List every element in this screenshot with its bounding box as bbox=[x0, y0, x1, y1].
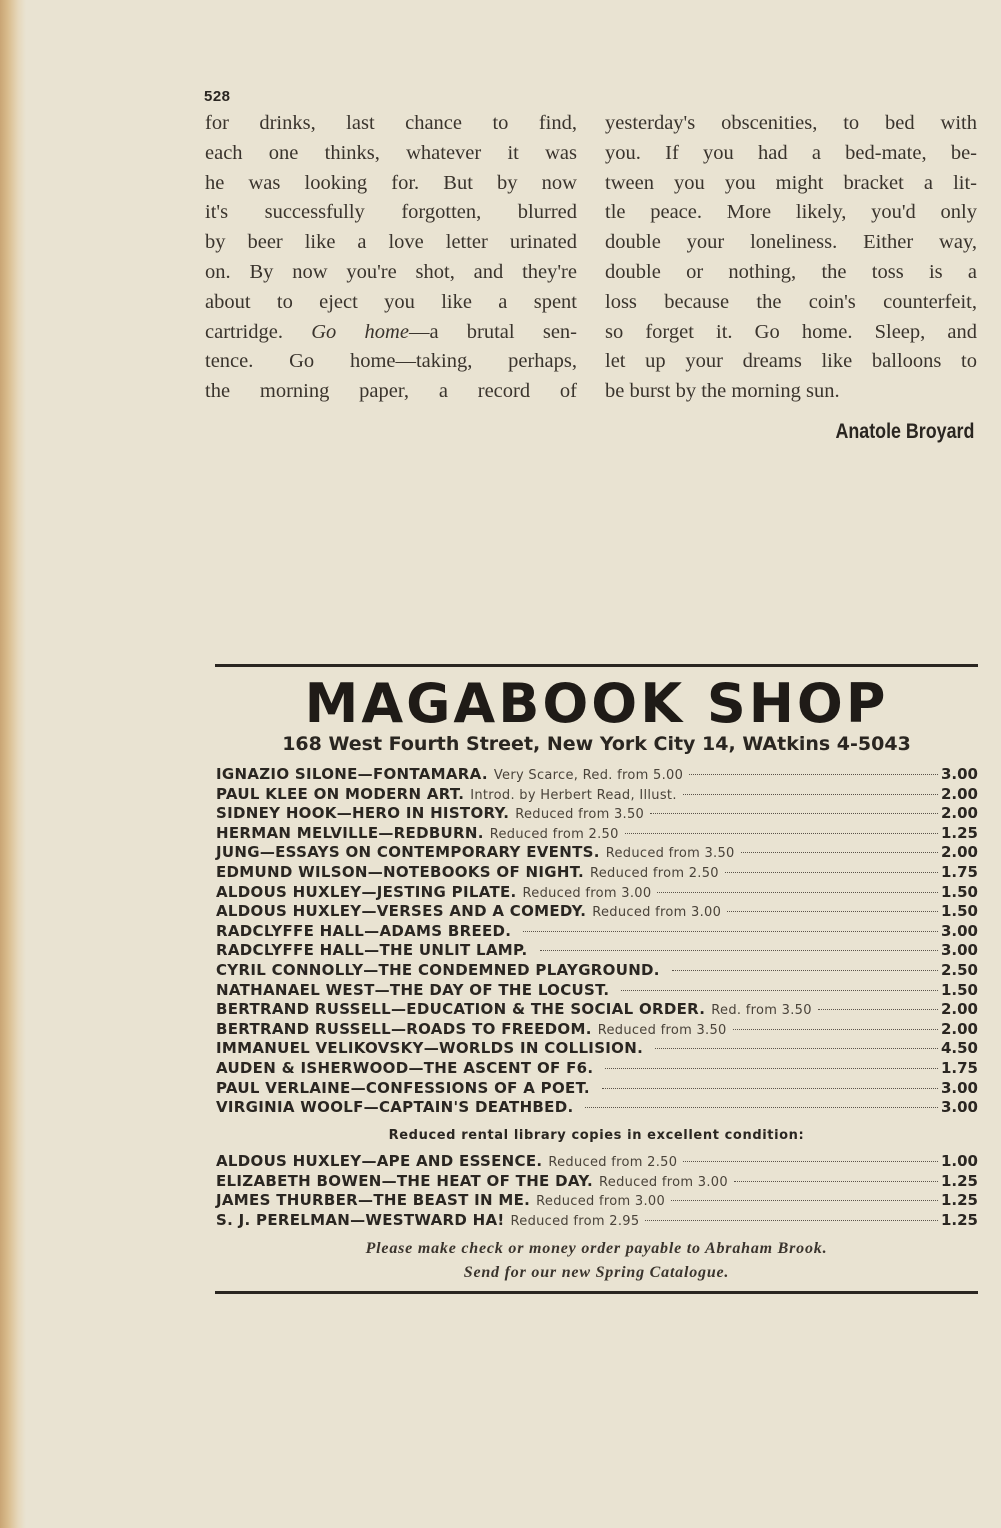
dot-leader bbox=[650, 813, 938, 814]
essay-line: about to eject you like a spent bbox=[205, 290, 577, 313]
essay-line: each one thinks, whatever it was bbox=[205, 141, 577, 164]
book-row bbox=[216, 883, 978, 903]
book-price: 3.00 bbox=[940, 1098, 978, 1117]
book-title: JAMES THURBER—THE BEAST IN ME. bbox=[216, 1191, 531, 1210]
essay-column-left bbox=[205, 109, 577, 407]
order-instructions: Please make check or money order payable to Abraham Brook. bbox=[365, 1240, 828, 1257]
essay-line: double your loneliness. Either way, bbox=[605, 231, 977, 254]
book-title: S. J. PERELMAN—WESTWARD HA! bbox=[216, 1210, 505, 1229]
book-title: ALDOUS HUXLEY—JESTING PILATE. bbox=[216, 882, 517, 901]
book-title: BERTRAND RUSSELL—EDUCATION & THE SOCIAL ORDER. bbox=[216, 1000, 706, 1019]
book-price: 3.00 bbox=[940, 921, 978, 940]
book-title: SIDNEY HOOK—HERO IN HISTORY. bbox=[216, 804, 510, 823]
book-row bbox=[216, 1211, 978, 1231]
book-row bbox=[216, 941, 978, 961]
essay-column-right bbox=[605, 109, 977, 407]
book-price: 2.00 bbox=[940, 1019, 978, 1038]
essay-line: you. If you had a bed-mate, be- bbox=[605, 141, 977, 164]
book-price: 3.00 bbox=[940, 941, 978, 960]
book-row bbox=[216, 863, 978, 883]
book-row bbox=[216, 843, 978, 863]
book-price: 1.75 bbox=[940, 862, 978, 881]
book-row bbox=[216, 981, 978, 1001]
book-title: ALDOUS HUXLEY—APE AND ESSENCE. bbox=[216, 1152, 543, 1170]
page-number: 528 bbox=[204, 88, 231, 105]
book-note: Reduced from 3.50 bbox=[597, 1022, 727, 1038]
book-price: 1.50 bbox=[940, 882, 978, 901]
dot-leader bbox=[621, 990, 938, 991]
essay-line: let up your dreams like balloons to bbox=[605, 350, 977, 373]
book-row bbox=[216, 1152, 978, 1172]
essay-line: it's successfully forgotten, blurred bbox=[205, 201, 577, 224]
rental-heading: Reduced rental library copies in excellent condition: bbox=[388, 1128, 805, 1143]
catalogue-note: Send for our new Spring Catalogue. bbox=[463, 1264, 730, 1281]
dot-leader bbox=[818, 1009, 938, 1010]
book-price: 2.00 bbox=[940, 843, 978, 862]
dot-leader bbox=[540, 950, 938, 951]
book-price: 1.00 bbox=[940, 1152, 978, 1170]
dot-leader bbox=[683, 794, 938, 795]
book-price: 1.50 bbox=[940, 980, 978, 999]
book-price: 2.50 bbox=[940, 960, 978, 979]
essay-line bbox=[205, 318, 577, 348]
book-title: ELIZABETH BOWEN—THE HEAT OF THE DAY. bbox=[216, 1171, 594, 1190]
dot-leader bbox=[734, 1181, 938, 1182]
shop-title: MAGABOOK SHOP bbox=[304, 672, 889, 735]
book-row bbox=[216, 1020, 978, 1040]
book-note: Reduced from 3.50 bbox=[605, 846, 735, 862]
book-row bbox=[216, 1079, 978, 1099]
book-title: IMMANUEL VELIKOVSKY—WORLDS IN COLLISION. bbox=[216, 1039, 644, 1058]
dot-leader bbox=[725, 872, 938, 873]
dot-leader bbox=[523, 931, 938, 932]
essay-line: double or nothing, the toss is a bbox=[605, 260, 977, 283]
dot-leader bbox=[625, 833, 938, 834]
book-price: 1.50 bbox=[940, 902, 978, 921]
book-row bbox=[216, 1000, 978, 1020]
essay-line: tence. Go home—taking, perhaps, bbox=[205, 350, 577, 373]
ad-top-rule bbox=[215, 664, 978, 667]
book-note: Reduced from 3.50 bbox=[515, 807, 645, 823]
book-row bbox=[216, 922, 978, 942]
book-note: Red. from 3.50 bbox=[711, 1003, 812, 1019]
essay-fragment: cartridge. bbox=[205, 320, 312, 343]
book-title: HERMAN MELVILLE—REDBURN. bbox=[216, 823, 484, 842]
rental-book-list bbox=[216, 1152, 978, 1230]
book-row bbox=[216, 1059, 978, 1079]
ad-bottom-rule bbox=[215, 1291, 978, 1294]
book-price: 1.25 bbox=[940, 823, 978, 842]
book-title: AUDEN & ISHERWOOD—THE ASCENT OF F6. bbox=[216, 1058, 594, 1077]
book-note: Reduced from 2.50 bbox=[589, 865, 719, 881]
book-row bbox=[216, 804, 978, 824]
book-price: 3.00 bbox=[940, 765, 978, 783]
essay-line: he was looking for. But by now bbox=[205, 171, 577, 194]
book-row bbox=[216, 1098, 978, 1118]
author-signature: Anatole Broyard bbox=[835, 420, 974, 443]
book-title: IGNAZIO SILONE—FONTAMARA. bbox=[216, 765, 488, 783]
book-note: Reduced from 2.50 bbox=[489, 826, 619, 842]
book-note: Introd. by Herbert Read, Illust. bbox=[470, 787, 677, 803]
dot-leader bbox=[602, 1088, 938, 1089]
page-edge bbox=[0, 0, 26, 1528]
dot-leader bbox=[727, 911, 938, 912]
book-note: Reduced from 3.00 bbox=[522, 885, 652, 901]
book-price: 1.25 bbox=[940, 1191, 978, 1210]
book-row bbox=[216, 902, 978, 922]
book-row bbox=[216, 961, 978, 981]
book-price: 2.00 bbox=[940, 1000, 978, 1019]
essay-line: loss because the coin's counterfeit, bbox=[605, 290, 977, 313]
book-price: 1.75 bbox=[940, 1058, 978, 1077]
dot-leader bbox=[672, 970, 938, 971]
book-note: Reduced from 3.00 bbox=[592, 905, 722, 921]
dot-leader bbox=[585, 1107, 938, 1108]
book-title: BERTRAND RUSSELL—ROADS TO FREEDOM. bbox=[216, 1019, 592, 1038]
dot-leader bbox=[671, 1200, 938, 1201]
book-title: RADCLYFFE HALL—THE UNLIT LAMP. bbox=[216, 941, 528, 960]
book-title: VIRGINIA WOOLF—CAPTAIN'S DEATHBED. bbox=[216, 1098, 574, 1117]
book-row bbox=[216, 765, 978, 785]
book-price: 2.00 bbox=[940, 784, 978, 803]
book-row bbox=[216, 1191, 978, 1211]
book-title: PAUL VERLAINE—CONFESSIONS OF A POET. bbox=[216, 1078, 590, 1097]
book-row bbox=[216, 1039, 978, 1059]
book-title: EDMUND WILSON—NOTEBOOKS OF NIGHT. bbox=[216, 862, 584, 881]
essay-line: on. By now you're shot, and they're bbox=[205, 260, 577, 283]
essay-line: the morning paper, a record of bbox=[205, 380, 577, 403]
book-note: Reduced from 3.00 bbox=[599, 1174, 728, 1190]
dot-leader bbox=[683, 1161, 938, 1162]
book-price: 4.50 bbox=[940, 1039, 978, 1058]
dot-leader bbox=[741, 852, 938, 853]
book-title: RADCLYFFE HALL—ADAMS BREED. bbox=[216, 921, 512, 940]
book-row bbox=[216, 785, 978, 805]
book-row bbox=[216, 1172, 978, 1192]
book-title: JUNG—ESSAYS ON CONTEMPORARY EVENTS. bbox=[216, 843, 600, 862]
dot-leader bbox=[605, 1068, 938, 1069]
book-price: 1.25 bbox=[940, 1171, 978, 1190]
dot-leader bbox=[733, 1029, 938, 1030]
essay-line: be burst by the morning sun. bbox=[605, 380, 840, 403]
book-price: 1.25 bbox=[940, 1210, 978, 1229]
essay-line: by beer like a love letter urinated bbox=[205, 231, 577, 254]
dot-leader bbox=[689, 774, 938, 775]
book-title: NATHANAEL WEST—THE DAY OF THE LOCUST. bbox=[216, 980, 610, 999]
book-row bbox=[216, 824, 978, 844]
dot-leader bbox=[655, 1048, 938, 1049]
book-title: ALDOUS HUXLEY—VERSES AND A COMEDY. bbox=[216, 902, 587, 921]
essay-italic-phrase: Go home bbox=[311, 320, 409, 343]
essay-line: yesterday's obscenities, to bed with bbox=[605, 112, 977, 134]
book-note: Reduced from 3.00 bbox=[536, 1194, 666, 1210]
essay-line: tle peace. More likely, you'd only bbox=[605, 201, 977, 224]
essay-line: tween you you might bracket a lit- bbox=[605, 171, 977, 194]
essay-fragment: —a brutal sen- bbox=[408, 320, 577, 343]
shop-address: 168 West Fourth Street, New York City 14, WAtkins 4-5043 bbox=[282, 733, 911, 755]
order-note bbox=[215, 1237, 978, 1285]
book-price: 2.00 bbox=[940, 804, 978, 823]
book-note: Very Scarce, Red. from 5.00 bbox=[493, 768, 684, 783]
essay-line: so forget it. Go home. Sleep, and bbox=[605, 320, 977, 343]
book-note: Reduced from 2.95 bbox=[510, 1213, 640, 1229]
dot-leader bbox=[645, 1220, 938, 1221]
book-list bbox=[216, 765, 978, 1118]
essay-line: for drinks, last chance to find, bbox=[205, 112, 577, 134]
book-title: CYRIL CONNOLLY—THE CONDEMNED PLAYGROUND. bbox=[216, 960, 660, 979]
book-title: PAUL KLEE ON MODERN ART. bbox=[216, 784, 465, 803]
dot-leader bbox=[657, 892, 938, 893]
book-note: Reduced from 2.50 bbox=[548, 1155, 678, 1170]
book-price: 3.00 bbox=[940, 1078, 978, 1097]
